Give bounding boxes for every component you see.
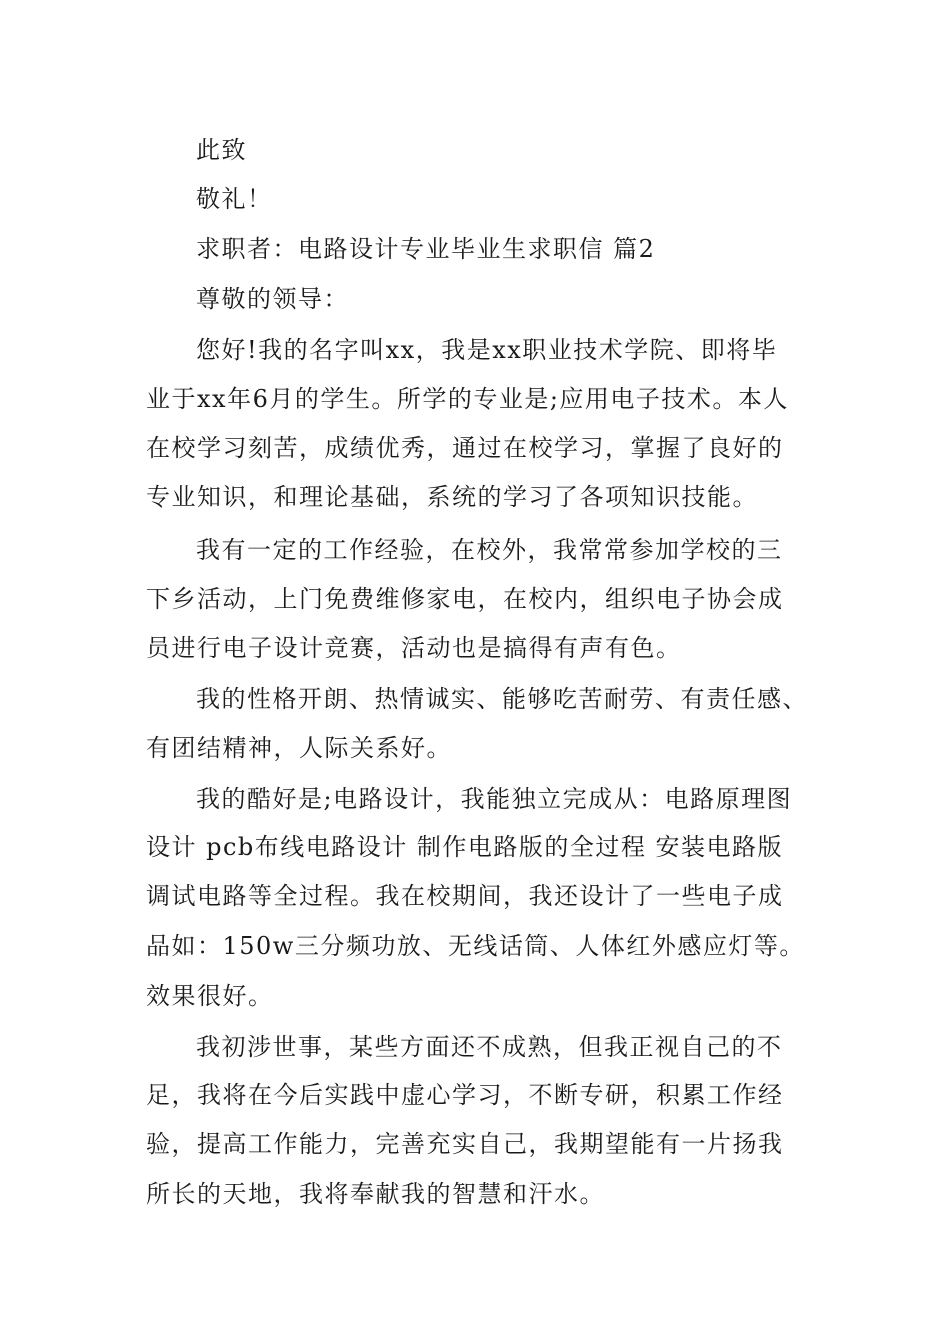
paragraph-4-line-3: 调试电路等全过程。我在校期间，我还设计了一些电子成 [146,882,784,910]
paragraph-1-line-1: 您好!我的名字叫xx，我是xx职业技术学院、即将毕 [196,336,778,364]
closing-line-2: 敬礼！ [196,185,273,213]
signature-line: 求职者：电路设计专业毕业生求职信 篇2 [196,235,656,263]
paragraph-2-line-1: 我有一定的工作经验，在校外，我常常参加学校的三 [196,536,783,564]
paragraph-4-line-5: 效果很好。 [146,982,274,1010]
paragraph-4-line-1: 我的酷好是;电路设计，我能独立完成从：电路原理图 [196,785,793,813]
paragraph-2-line-3: 员进行电子设计竞赛，活动也是搞得有声有色。 [146,634,682,662]
paragraph-1-line-4: 专业知识，和理论基础，系统的学习了各项知识技能。 [146,483,758,511]
paragraph-3-line-1: 我的性格开朗、热情诚实、能够吃苦耐劳、有责任感、 [196,685,808,713]
paragraph-4-line-2: 设计 pcb布线电路设计 制作电路版的全过程 安装电路版 [146,833,784,861]
paragraph-1-line-3: 在校学习刻苦，成绩优秀，通过在校学习，掌握了良好的 [146,434,784,462]
paragraph-5-line-4: 所长的天地，我将奉献我的智慧和汗水。 [146,1180,605,1208]
salutation: 尊敬的领导： [196,285,349,313]
paragraph-4-line-4: 品如：150w三分频功放、无线话筒、人体红外感应灯等。 [146,932,805,960]
paragraph-5-line-1: 我初涉世事，某些方面还不成熟，但我正视自己的不 [196,1033,783,1061]
paragraph-2-line-2: 下乡活动，上门免费维修家电，在校内，组织电子协会成 [146,585,784,613]
closing-line-1: 此致 [196,136,247,164]
paragraph-3-line-2: 有团结精神，人际关系好。 [146,734,452,762]
paragraph-5-line-2: 足，我将在今后实践中虚心学习，不断专研，积累工作经 [146,1081,784,1109]
paragraph-1-line-2: 业于xx年6月的学生。所学的专业是;应用电子技术。本人 [146,385,789,413]
paragraph-5-line-3: 验，提高工作能力，完善充实自己，我期望能有一片扬我 [146,1130,784,1158]
